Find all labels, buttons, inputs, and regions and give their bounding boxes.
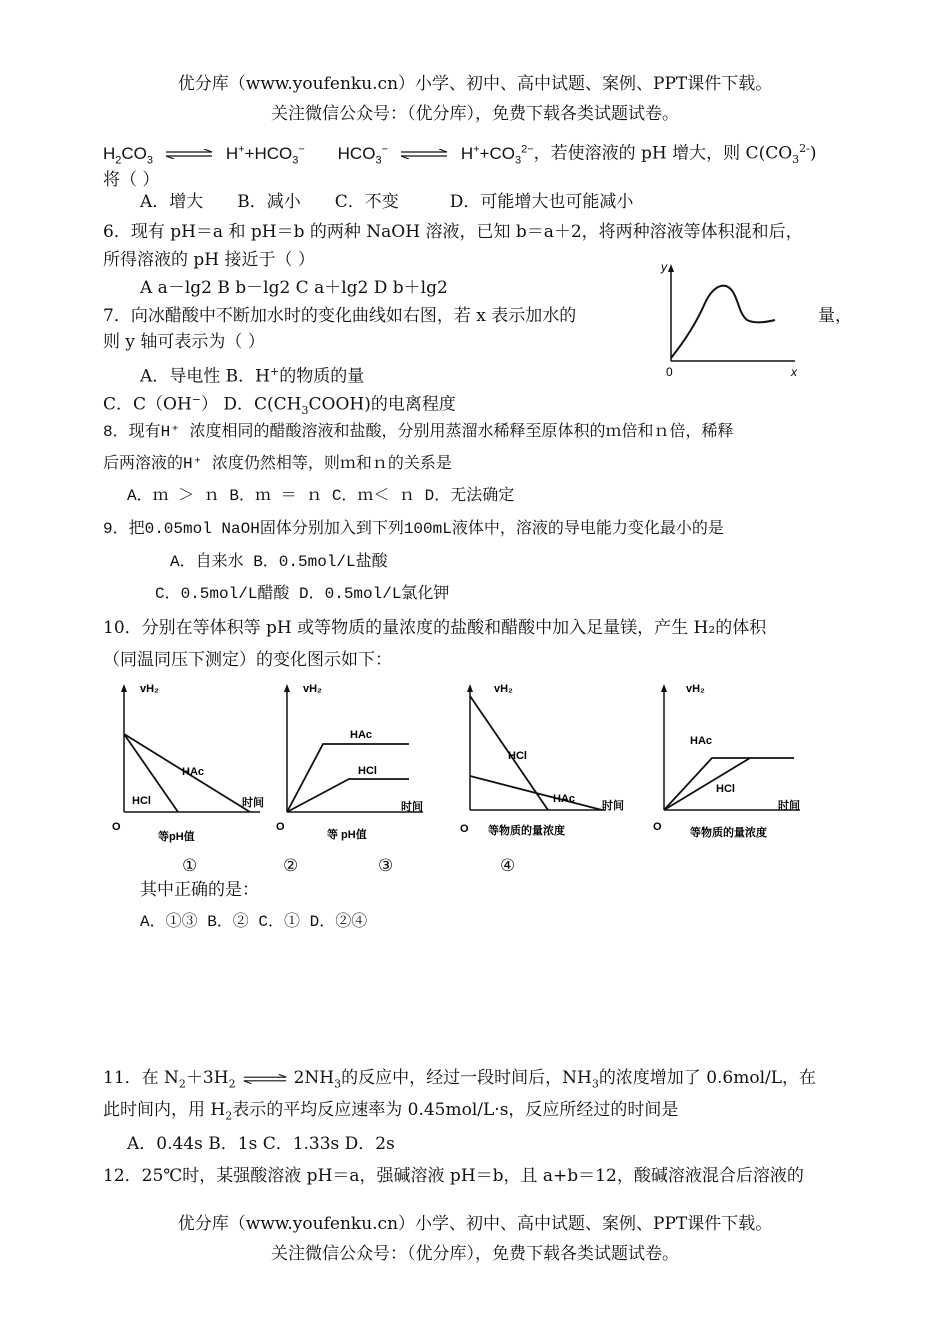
- q5-question-tail: ，若使溶液的 pH 增大，则 C(CO: [533, 143, 793, 164]
- q11-part-d: 的反应中，经过一段时间后，NH: [341, 1068, 592, 1088]
- q7-opt-c: C．C（OH: [103, 394, 192, 415]
- q6-line-2: 所得溶液的 pH 接近于（ ）: [103, 250, 315, 270]
- q11-line2-b: 表示的平均反应速率为 0.45mol/L·s，反应所经过的时间是: [232, 1100, 679, 1120]
- q7-line-1-end: 量，: [818, 306, 852, 326]
- q11-line2-a: 此时间内，用 H: [103, 1100, 226, 1120]
- h-hco3-formula: $H^++HCO_3^-$: [225, 143, 305, 167]
- g4-ylabel: vH₂: [686, 683, 705, 695]
- q11-part-a: 11．在 N: [103, 1068, 179, 1088]
- g4-xlabel: 时间: [778, 800, 800, 812]
- q12-line-1: 12．25℃时，某强酸溶液 pH＝a，强碱溶液 pH＝b，且 a+b＝12，酸碱溶液混合后溶液的: [103, 1166, 804, 1186]
- x-axis-label: x: [791, 365, 797, 379]
- q8-options: A．ｍ ＞ ｎ B．ｍ ＝ ｎ C．ｍ＜ ｎ D．无法确定: [127, 487, 515, 505]
- q10-options: A．①③ B．② C．① D．②④: [140, 913, 368, 931]
- y-arrow-icon: [284, 684, 290, 692]
- q10-graph-1: [110, 678, 280, 848]
- h-co3-formula: $H^++CO_3^{2-}$: [460, 143, 534, 167]
- q7-options-cd: C．C（OH−） D．$C(CH_3COOH)$的电离程度: [103, 393, 456, 418]
- q5-line-2: 将（ ）: [103, 170, 160, 190]
- g3-hac: HAc: [553, 793, 576, 805]
- h2co3-formula: $H_2CO_3$: [103, 143, 154, 167]
- q11-part-e: 的浓度增加了 0.6mol/L，在: [598, 1068, 817, 1088]
- q10-graph-4: [650, 678, 830, 848]
- hcl-line: [664, 758, 750, 810]
- g4-origin: O: [653, 821, 662, 833]
- g1-ylabel: vH₂: [140, 683, 159, 695]
- graph-number-1: ①: [182, 856, 198, 876]
- q11-line-1: 11．在 $N_2+3H_2$ $2NH_3$的反应中，经过一段时间后，$NH_3$的浓度增加了 0.6mol/L，在: [103, 1068, 817, 1091]
- hco3-formula: $HCO_3^-$: [337, 143, 388, 167]
- q7-curve: [671, 286, 775, 358]
- q10-graph-3: [456, 678, 636, 848]
- q9-options-ab: A．自来水 B．0.5mol/L盐酸: [170, 553, 388, 571]
- g2-ylabel: vH₂: [303, 683, 322, 695]
- g2-caption: 等 pH值: [327, 829, 367, 841]
- g3-ylabel: vH₂: [494, 683, 513, 695]
- q10-prompt: 其中正确的是：: [140, 880, 259, 900]
- q7-opt-a: A．导电性 B．H: [140, 366, 270, 387]
- y-arrow-icon: [668, 264, 674, 272]
- g1-origin: O: [112, 821, 121, 833]
- g3-origin: O: [460, 823, 469, 835]
- g2-origin: O: [276, 821, 285, 833]
- g1-caption: 等pH值: [158, 831, 195, 843]
- y-arrow-icon: [467, 684, 473, 692]
- g1-hcl: HCl: [132, 795, 151, 807]
- y-arrow-icon: [661, 684, 667, 692]
- q11-part-c: 2NH: [293, 1068, 335, 1088]
- g4-hac: HAc: [690, 735, 713, 747]
- g2-xlabel: 时间: [401, 801, 423, 813]
- q10-line-2: （同温同压下测定）的变化图示如下：: [103, 650, 392, 670]
- equilibrium-arrow-icon: [242, 1074, 288, 1084]
- equilibrium-arrow-icon: [164, 149, 214, 159]
- q9-options-cd: C．0.5mol/L醋酸 D．0.5mol/L氯化钾: [155, 585, 450, 603]
- q7-options-ab: A．导电性 B．H+的物质的量: [140, 365, 365, 387]
- q6-options: A a－lg2 B b－lg2 C a＋lg2 D b＋lg2: [140, 278, 448, 298]
- q7-opt-d-end: COOH)的电离程度: [308, 394, 456, 415]
- header-line-2: 关注微信公众号：（优分库），免费下载各类试题试卷。: [271, 104, 679, 124]
- q7-opt-b-end: 的物质的量: [279, 366, 365, 387]
- g2-hac: HAc: [350, 729, 373, 741]
- hcl-line: [287, 779, 409, 812]
- q10-graph-2: [273, 678, 443, 848]
- g3-caption: 等物质的量浓度: [488, 825, 565, 837]
- q7-curve-graph: [655, 258, 805, 380]
- q8-line-2: 后两溶液的H⁺ 浓度仍然相等，则ｍ和ｎ的关系是: [103, 455, 452, 473]
- g3-hcl: HCl: [508, 750, 527, 762]
- g4-hcl: HCl: [716, 783, 735, 795]
- q9-line-1: 9．把0.05mol NaOH固体分别加入到下列100mL液体中，溶液的导电能力变化最小的是: [103, 520, 724, 538]
- q5-tail-end: ): [809, 143, 817, 164]
- hac-line: [470, 776, 602, 810]
- graph-number-2: ②: [283, 856, 299, 876]
- graph-number-4: ④: [500, 856, 516, 876]
- q7-opt-c-end: ） D．C(CH: [201, 394, 302, 415]
- q7-line-1: 7．向冰醋酸中不断加水时的变化曲线如右图，若 x 表示加水的: [103, 306, 577, 326]
- equilibrium-arrow-icon: [399, 149, 449, 159]
- g3-xlabel: 时间: [602, 800, 624, 812]
- q5-equation-line: $H_2CO_3$ $H^++HCO_3^-$ $HCO_3^-$ $H^++CO_3^{2-}$，若使溶液的 pH 增大，则 $C(CO_3^{2-})$: [103, 142, 817, 167]
- q7-line-2: 则 y 轴可表示为（ ）: [103, 332, 265, 352]
- q11-part-b: ＋3H: [185, 1068, 229, 1088]
- header-line-1: 优分库（www.youfenku.cn）小学、初中、高中试题、案例、PPT课件下载。: [177, 74, 773, 94]
- y-arrow-icon: [121, 684, 127, 692]
- g2-hcl: HCl: [358, 765, 377, 777]
- q11-options: A．0.44s B．1s C．1.33s D．2s: [127, 1134, 395, 1154]
- g1-hac: HAc: [182, 766, 205, 778]
- g4-caption: 等物质的量浓度: [690, 827, 767, 839]
- q10-line-1: 10．分别在等体积等 pH 或等物质的量浓度的盐酸和醋酸中加入足量镁，产生 H₂的体积: [103, 618, 767, 638]
- q5-options: A．增大 B．减小 C．不变 D．可能增大也可能减小: [140, 192, 634, 212]
- graph-number-3: ③: [378, 856, 394, 876]
- g1-xlabel: 时间: [242, 797, 264, 809]
- y-axis-label: y: [661, 260, 667, 274]
- footer-line-1: 优分库（www.youfenku.cn）小学、初中、高中试题、案例、PPT课件下载。: [177, 1214, 773, 1234]
- q11-line-2: 此时间内，用 $H_2$表示的平均反应速率为 0.45mol/L·s，反应所经过的时间是: [103, 1100, 679, 1123]
- q6-line-1: 6．现有 pH＝a 和 pH＝b 的两种 NaOH 溶液，已知 b＝a＋2，将两种溶液等体积混和后，: [103, 222, 803, 242]
- q8-line-1: 8．现有H⁺ 浓度相同的醋酸溶液和盐酸，分别用蒸溜水稀释至原体积的ｍ倍和ｎ倍，稀释: [103, 423, 734, 441]
- footer-line-2: 关注微信公众号：（优分库），免费下载各类试题试卷。: [271, 1244, 679, 1264]
- origin-label: 0: [666, 365, 673, 379]
